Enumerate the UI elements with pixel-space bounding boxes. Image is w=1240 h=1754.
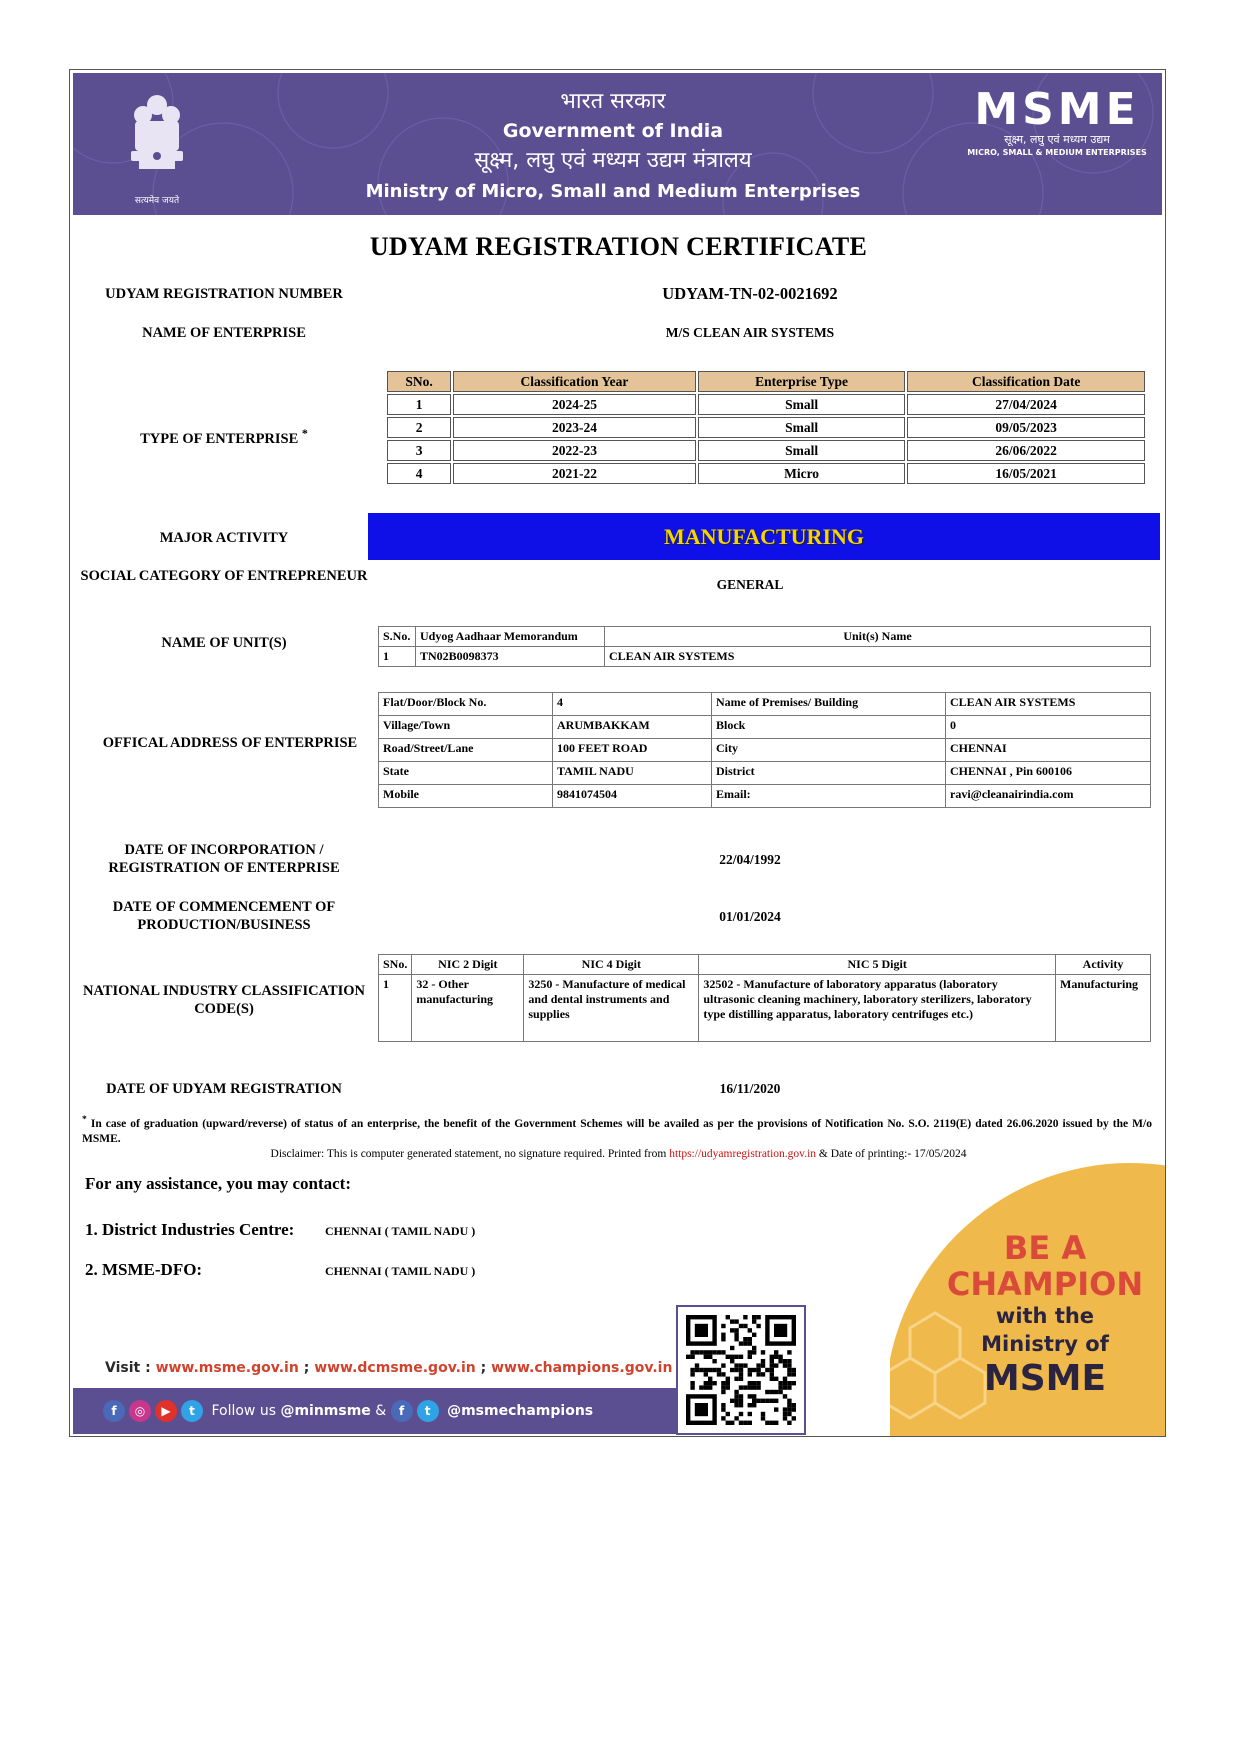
nic-header-cell: NIC 4 Digit	[524, 955, 699, 975]
udyam-date-label: DATE OF UDYAM REGISTRATION	[106, 1081, 342, 1097]
nic-cell: 1	[379, 975, 412, 1042]
address-cell: Flat/Door/Block No.	[379, 693, 553, 716]
visit-separator: ;	[475, 1360, 492, 1376]
govt-english: Government of India	[502, 120, 724, 142]
email-value: ravi@cleanairindia.com	[946, 785, 1151, 808]
enterprise-name-value: M/S CLEAN AIR SYSTEMS	[665, 325, 835, 340]
msme-logo-english: MICRO, SMALL & MEDIUM ENTERPRISES	[967, 148, 1147, 157]
qr-code	[676, 1305, 806, 1435]
incorporation-value: 22/04/1992	[719, 852, 781, 867]
classification-header-cell: Enterprise Type	[698, 371, 906, 392]
classification-row	[387, 440, 1145, 461]
follow-bar	[73, 1388, 773, 1434]
footnote	[82, 1112, 1152, 1147]
units-table	[378, 626, 1151, 667]
certificate-sheet	[69, 69, 1166, 1437]
classification-header-cell: SNo.	[387, 371, 451, 392]
champion-line-4: Ministry of	[981, 1332, 1109, 1356]
nic-cell: 32 - Other manufacturing	[412, 975, 524, 1042]
facebook-icon[interactable]: f	[391, 1400, 413, 1422]
disclaimer-text: Disclaimer: This is computer generated statement, no signature required. Printed from	[270, 1148, 670, 1160]
classification-cell: 4	[387, 463, 451, 484]
address-cell: CLEAN AIR SYSTEMS	[946, 693, 1151, 716]
reg-number-label: UDYAM REGISTRATION NUMBER	[105, 286, 343, 302]
enterprise-name-label: NAME OF ENTERPRISE	[142, 325, 306, 341]
address-cell: Mobile	[379, 785, 553, 808]
header-banner	[73, 73, 1162, 215]
address-cell: 100 FEET ROAD	[553, 739, 712, 762]
udyam-portal-link[interactable]: https://udyamregistration.gov.in	[669, 1148, 817, 1160]
commencement-value: 01/01/2024	[719, 909, 781, 924]
assistance-heading: For any assistance, you may contact:	[85, 1174, 351, 1193]
classification-header-cell: Classification Date	[907, 371, 1145, 392]
address-cell: City	[712, 739, 946, 762]
visit-line	[105, 1360, 672, 1376]
classification-cell: 09/05/2023	[907, 417, 1145, 438]
social-category-label: SOCIAL CATEGORY OF ENTREPRENEUR	[80, 568, 368, 584]
champion-line-1: BE A	[1003, 1229, 1087, 1267]
major-activity-value: MANUFACTURING	[663, 524, 865, 549]
header-text	[333, 87, 893, 207]
follow-prefix: Follow us	[211, 1403, 281, 1419]
commencement-label: DATE OF COMMENCEMENT OF PRODUCTION/BUSINESS	[112, 899, 336, 933]
instagram-icon[interactable]: ◎	[129, 1400, 151, 1422]
msme-logo-hindi: सूक्ष्म, लघु एवं मध्यम उद्यम	[1004, 133, 1110, 146]
address-cell: CHENNAI	[946, 739, 1151, 762]
major-activity-label: MAJOR ACTIVITY	[159, 530, 289, 546]
address-cell: ARUMBAKKAM	[553, 716, 712, 739]
address-cell: 4	[553, 693, 712, 716]
classification-header-row	[387, 371, 1145, 392]
dic-label: 1. District Industries Centre:	[85, 1220, 295, 1239]
champion-line-5: MSME	[983, 1358, 1107, 1399]
nic-cell: Manufacturing	[1056, 975, 1151, 1042]
units-cell: TN02B0098373	[416, 647, 605, 667]
classification-cell: Small	[698, 394, 906, 415]
classification-cell: 2024-25	[453, 394, 696, 415]
units-row	[379, 647, 1151, 667]
nic-label: NATIONAL INDUSTRY CLASSIFICATION CODE(S)	[82, 983, 366, 1017]
nic-table	[378, 954, 1151, 1042]
nic-header-row	[379, 955, 1151, 975]
nic-cell: 3250 - Manufacture of medical and dental instruments and supplies	[524, 975, 699, 1042]
address-row	[379, 785, 1151, 808]
nic-cell: 32502 - Manufacture of laboratory apparatus (laboratory ultrasonic cleaning machinery, laboratory sterilizers, laboratory type distilling apparatus, laboratory centrifuges etc.)	[699, 975, 1056, 1042]
units-cell: CLEAN AIR SYSTEMS	[605, 647, 1151, 667]
address-row	[379, 762, 1151, 785]
classification-cell: Small	[698, 417, 906, 438]
classification-table	[385, 369, 1147, 486]
address-cell: Village/Town	[379, 716, 553, 739]
msme-dfo-value: CHENNAI ( TAMIL NADU )	[325, 1264, 476, 1278]
classification-cell: 2022-23	[453, 440, 696, 461]
twitter-icon[interactable]: t	[417, 1400, 439, 1422]
classification-header-cell: Classification Year	[453, 371, 696, 392]
msme-dfo-label: 2. MSME-DFO:	[85, 1260, 203, 1279]
msme-site-link[interactable]: www.msme.gov.in	[155, 1360, 299, 1376]
enterprise-type-label-text: TYPE OF ENTERPRISE	[140, 430, 299, 447]
classification-cell: 26/06/2022	[907, 440, 1145, 461]
address-cell: CHENNAI , Pin 600106	[946, 762, 1151, 785]
address-cell: Email:	[712, 785, 946, 808]
champions-site-link[interactable]: www.champions.gov.in	[491, 1360, 673, 1376]
govt-hindi: भारत सरकार	[560, 89, 666, 114]
address-cell: 0	[946, 716, 1151, 739]
address-cell: State	[379, 762, 553, 785]
units-header-cell: Udyog Aadhaar Memorandum	[416, 627, 605, 647]
units-header-row	[379, 627, 1151, 647]
handle-minmsme[interactable]: @minmsme	[280, 1403, 371, 1419]
national-emblem-icon	[121, 91, 193, 191]
msme-logo-word: MSME	[974, 84, 1140, 135]
units-label: NAME OF UNIT(S)	[161, 635, 287, 651]
visit-prefix: Visit :	[105, 1360, 156, 1376]
champion-line-2: CHAMPION	[946, 1265, 1144, 1303]
classification-cell: 1	[387, 394, 451, 415]
dcmsme-site-link[interactable]: www.dcmsme.gov.in	[314, 1360, 476, 1376]
follow-line	[103, 1388, 593, 1434]
classification-cell: 3	[387, 440, 451, 461]
classification-cell: 2023-24	[453, 417, 696, 438]
dic-value: CHENNAI ( TAMIL NADU )	[325, 1224, 476, 1238]
champion-line-3: with the	[995, 1304, 1095, 1328]
classification-cell: 16/05/2021	[907, 463, 1145, 484]
nic-header-cell: NIC 2 Digit	[412, 955, 524, 975]
address-row	[379, 739, 1151, 762]
classification-row	[387, 417, 1145, 438]
classification-cell: 2	[387, 417, 451, 438]
classification-cell: Micro	[698, 463, 906, 484]
address-label: OFFICAL ADDRESS OF ENTERPRISE	[102, 735, 358, 751]
nic-row	[379, 975, 1151, 1042]
major-activity-band	[368, 513, 1160, 560]
units-header-cell: Unit(s) Name	[605, 627, 1151, 647]
youtube-icon[interactable]: ▶	[155, 1400, 177, 1422]
address-cell: Road/Street/Lane	[379, 739, 553, 762]
enterprise-type-label	[74, 424, 374, 448]
ministry-hindi: सूक्ष्म, लघु एवं मध्यम उद्यम मंत्रालय	[474, 148, 752, 173]
twitter-icon[interactable]: t	[181, 1400, 203, 1422]
address-row	[379, 693, 1151, 716]
address-cell: TAMIL NADU	[553, 762, 712, 785]
champion-text	[930, 1230, 1160, 1400]
qr-code-icon	[678, 1307, 804, 1433]
certificate-title: UDYAM REGISTRATION CERTIFICATE	[369, 232, 868, 261]
classification-cell: 27/04/2024	[907, 394, 1145, 415]
classification-cell: Small	[698, 440, 906, 461]
address-table	[378, 692, 1151, 808]
facebook-icon[interactable]: f	[103, 1400, 125, 1422]
msme-logo	[967, 84, 1147, 167]
footnote-marker: *	[301, 426, 308, 440]
footnote-mark: *	[82, 1114, 87, 1125]
nic-header-cell: Activity	[1056, 955, 1151, 975]
footnote-text: In case of graduation (upward/reverse) of status of an enterprise, the benefit of the Government Schemes will be availed as per the provisions of Notification No. S.O. 2119(E) dated 26.06.2020 issued by the M/o MSME.	[82, 1117, 1152, 1145]
social-category-value: GENERAL	[716, 577, 784, 592]
handle-msmechampions[interactable]: @msmechampions	[447, 1403, 594, 1419]
address-cell: Block	[712, 716, 946, 739]
units-cell: 1	[379, 647, 416, 667]
units-header-cell: S.No.	[379, 627, 416, 647]
incorporation-label: DATE OF INCORPORATION / REGISTRATION OF ENTERPRISE	[108, 842, 340, 876]
udyam-date-value: 16/11/2020	[719, 1081, 781, 1096]
ministry-english: Ministry of Micro, Small and Medium Enterprises	[365, 181, 861, 202]
classification-row	[387, 394, 1145, 415]
follow-amp: &	[370, 1403, 391, 1419]
address-cell: Name of Premises/ Building	[712, 693, 946, 716]
visit-separator: ;	[298, 1360, 315, 1376]
print-date: & Date of printing:- 17/05/2024	[816, 1148, 967, 1160]
emblem-motto: सत्यमेव जयते	[134, 196, 180, 206]
classification-row	[387, 463, 1145, 484]
reg-number-value: UDYAM-TN-02-0021692	[662, 284, 838, 303]
nic-header-cell: SNo.	[379, 955, 412, 975]
address-row	[379, 716, 1151, 739]
classification-cell: 2021-22	[453, 463, 696, 484]
address-cell: District	[712, 762, 946, 785]
nic-header-cell: NIC 5 Digit	[699, 955, 1056, 975]
address-cell: 9841074504	[553, 785, 712, 808]
